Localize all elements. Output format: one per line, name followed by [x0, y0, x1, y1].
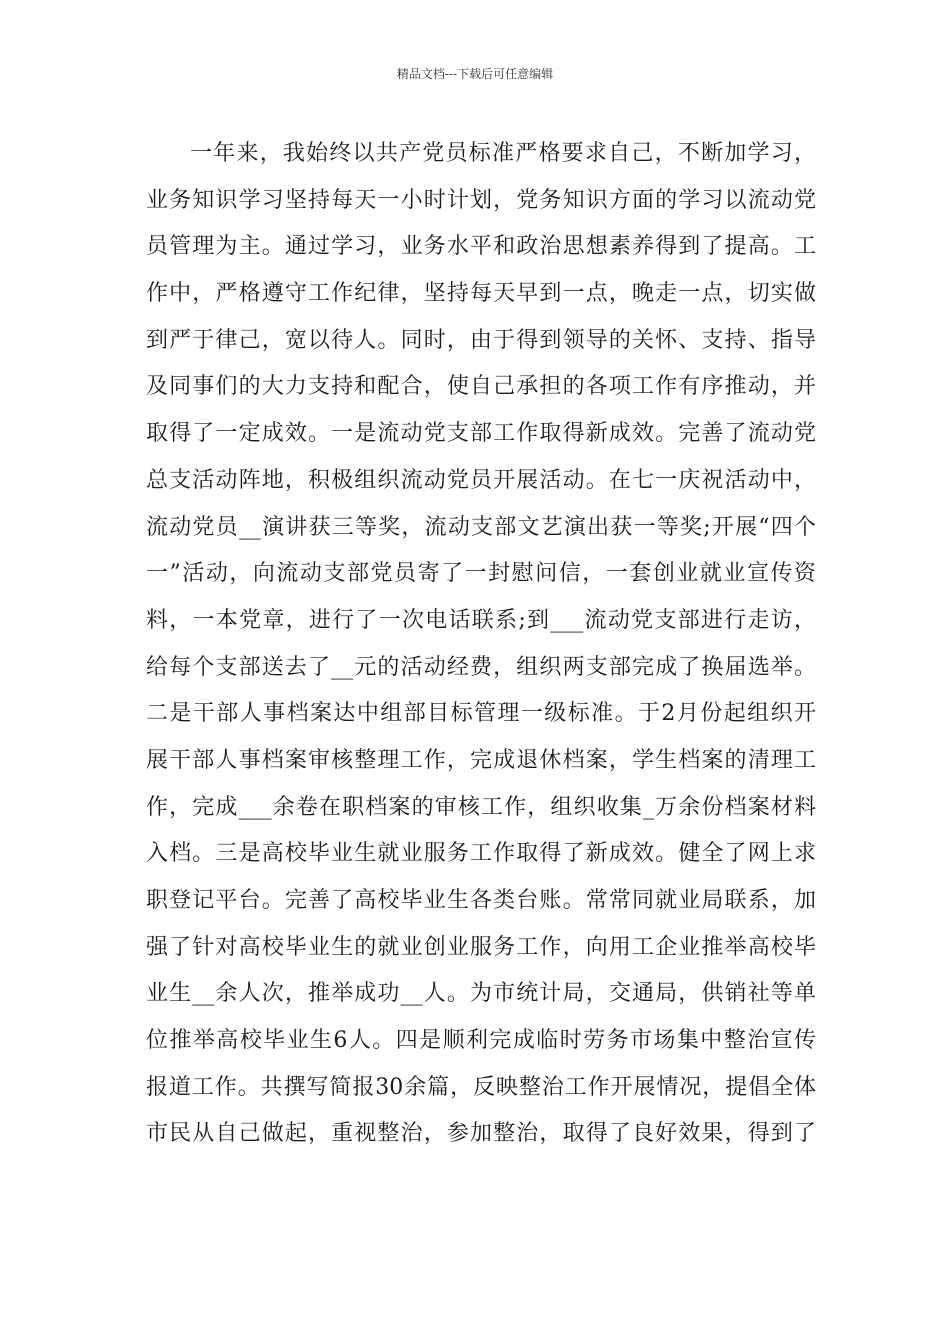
paragraph-line: 入档。三是高校毕业生就业服务工作取得了新成效。健全了网上求	[146, 841, 816, 867]
paragraph-line: 业务知识学习坚持每天一小时计划，党务知识方面的学习以流动党	[146, 187, 816, 213]
paragraph-line: 市民从自己做起，重视整治，参加整治，取得了良好效果，得到了	[146, 1121, 816, 1147]
paragraph-line: 到严于律己，宽以待人。同时，由于得到领导的关怀、支持、指导	[146, 327, 816, 353]
paragraph-line: 二是干部人事档案达中组部目标管理一级标准。于2月份起组织开	[146, 701, 816, 727]
paragraph-line: 员管理为主。通过学习，业务水平和政治思想素养得到了提高。工	[146, 234, 816, 260]
paragraph-line: 料，一本党章，进行了一次电话联系;到___流动党支部进行走访，	[146, 607, 816, 633]
paragraph-line: 总支活动阵地，积极组织流动党员开展活动。在七一庆祝活动中，	[146, 467, 816, 493]
paragraph-line: 作中，严格遵守工作纪律，坚持每天早到一点，晚走一点，切实做	[146, 281, 816, 307]
paragraph-line: 展干部人事档案审核整理工作，完成退休档案，学生档案的清理工	[146, 747, 816, 773]
page-header: 精品文档---下载后可任意编辑	[396, 67, 554, 81]
paragraph-line: 位推举高校毕业生6人。四是顺利完成临时劳务市场集中整治宣传	[146, 1028, 816, 1054]
paragraph-line: 流动党员__演讲获三等奖，流动支部文艺演出获一等奖;开展“四个	[146, 514, 816, 540]
paragraph-line: 报道工作。共撰写简报30余篇，反映整治工作开展情况，提倡全体	[146, 1074, 816, 1100]
paragraph-line: 强了针对高校毕业生的就业创业服务工作，向用工企业推举高校毕	[146, 934, 816, 960]
paragraph-line: 作，完成___余卷在职档案的审核工作，组织收集_万余份档案材料	[146, 794, 816, 820]
body-paragraph	[146, 131, 816, 1158]
paragraph-line: 业生__余人次，推举成功__人。为市统计局，交通局，供销社等单	[146, 981, 816, 1007]
paragraph-line: 给每个支部送去了__元的活动经费，组织两支部完成了换届选举。	[146, 654, 816, 680]
paragraph-line: 职登记平台。完善了高校毕业生各类台账。常常同就业局联系，加	[146, 888, 816, 913]
paragraph-line: 取得了一定成效。一是流动党支部工作取得新成效。完善了流动党	[146, 421, 816, 447]
paragraph-line: 一”活动，向流动支部党员寄了一封慰问信，一套创业就业宣传资	[146, 561, 816, 587]
paragraph-line: 及同事们的大力支持和配合，使自己承担的各项工作有序推动，并	[146, 374, 816, 400]
paragraph-line: 一年来，我始终以共产党员标准严格要求自己，不断加学习，	[190, 141, 816, 166]
